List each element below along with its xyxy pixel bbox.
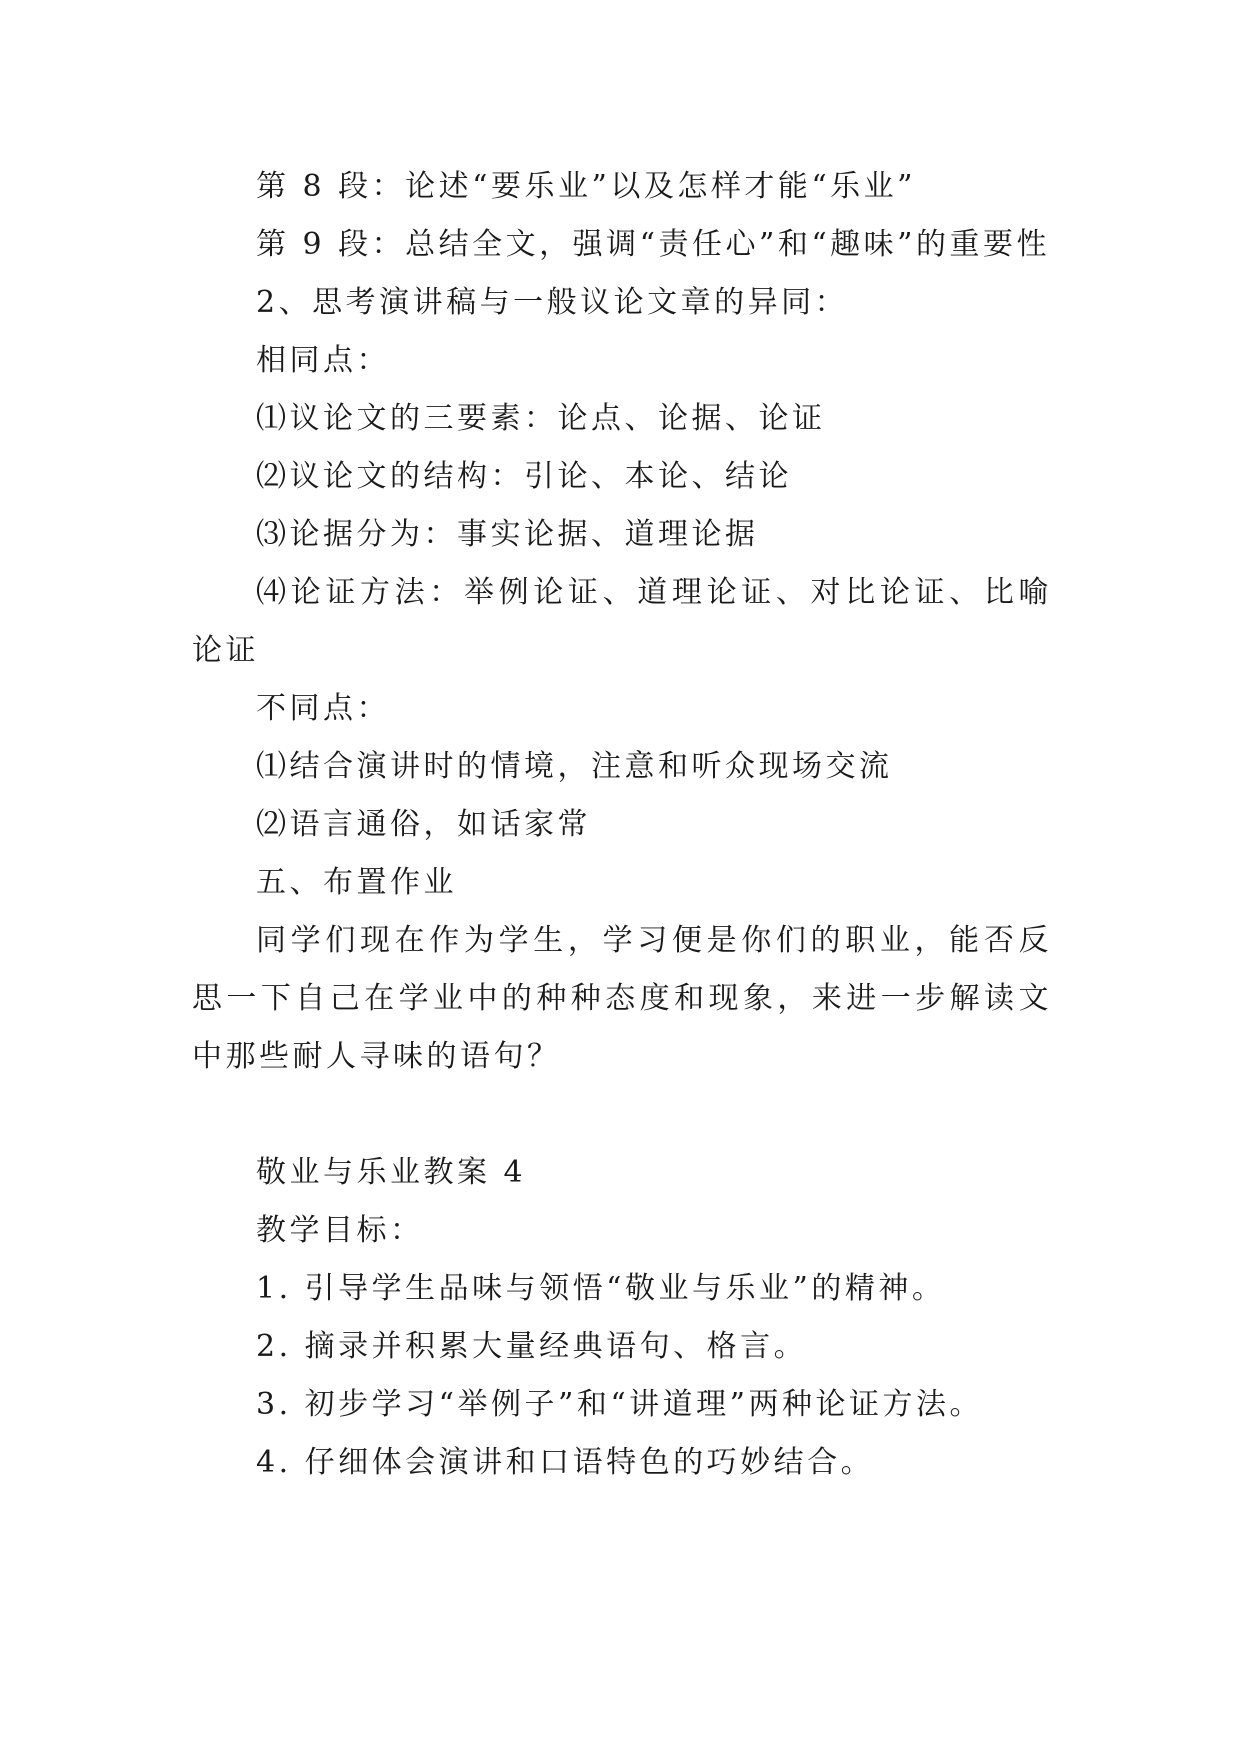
section-spacer	[192, 1086, 1052, 1144]
homework-text: 同学们现在作为学生，学习便是你们的职业，能否反思一下自己在学业中的种种态度和现象，来进一步解读文中那些耐人寻味的语句？	[192, 923, 1052, 1074]
paragraph-8-summary: 第 8 段：论述“要乐业”以及怎样才能“乐业”	[256, 169, 917, 204]
similarity-item-2: ⑵议论文的结构：引论、本论、结论	[256, 459, 792, 494]
homework-heading: 五、布置作业	[256, 865, 457, 900]
similarity-item-1: ⑴议论文的三要素：论点、论据、论证	[256, 401, 826, 436]
difference-item-1: ⑴结合演讲时的情境，注意和听众现场交流	[256, 749, 893, 784]
speech-vs-essay-heading: 2、思考演讲稿与一般议论文章的异同：	[256, 285, 849, 320]
difference-item-2: ⑵语言通俗，如话家常	[256, 807, 591, 842]
similarities-heading: 相同点：	[256, 343, 390, 378]
similarity-item-3: ⑶论据分为：事实论据、道理论据	[256, 517, 759, 552]
teaching-goal-1: 1. 引导学生品味与领悟“敬业与乐业”的精神。	[256, 1271, 946, 1306]
lesson-plan-title: 敬业与乐业教案 4	[256, 1155, 527, 1190]
teaching-goal-2: 2. 摘录并积累大量经典语句、格言。	[256, 1329, 808, 1364]
paragraph-9-summary: 第 9 段：总结全文，强调“责任心”和“趣味”的重要性	[256, 227, 1051, 262]
teaching-goals-heading: 教学目标：	[256, 1213, 424, 1248]
differences-heading: 不同点：	[256, 691, 390, 726]
similarity-item-4: ⑷论证方法：举例论证、道理论证、对比论证、比喻论证	[192, 575, 1052, 668]
teaching-goal-4: 4. 仔细体会演讲和口语特色的巧妙结合。	[256, 1445, 875, 1480]
teaching-goal-3: 3. 初步学习“举例子”和“讲道理”两种论证方法。	[256, 1387, 984, 1422]
document-page	[192, 158, 1052, 1492]
